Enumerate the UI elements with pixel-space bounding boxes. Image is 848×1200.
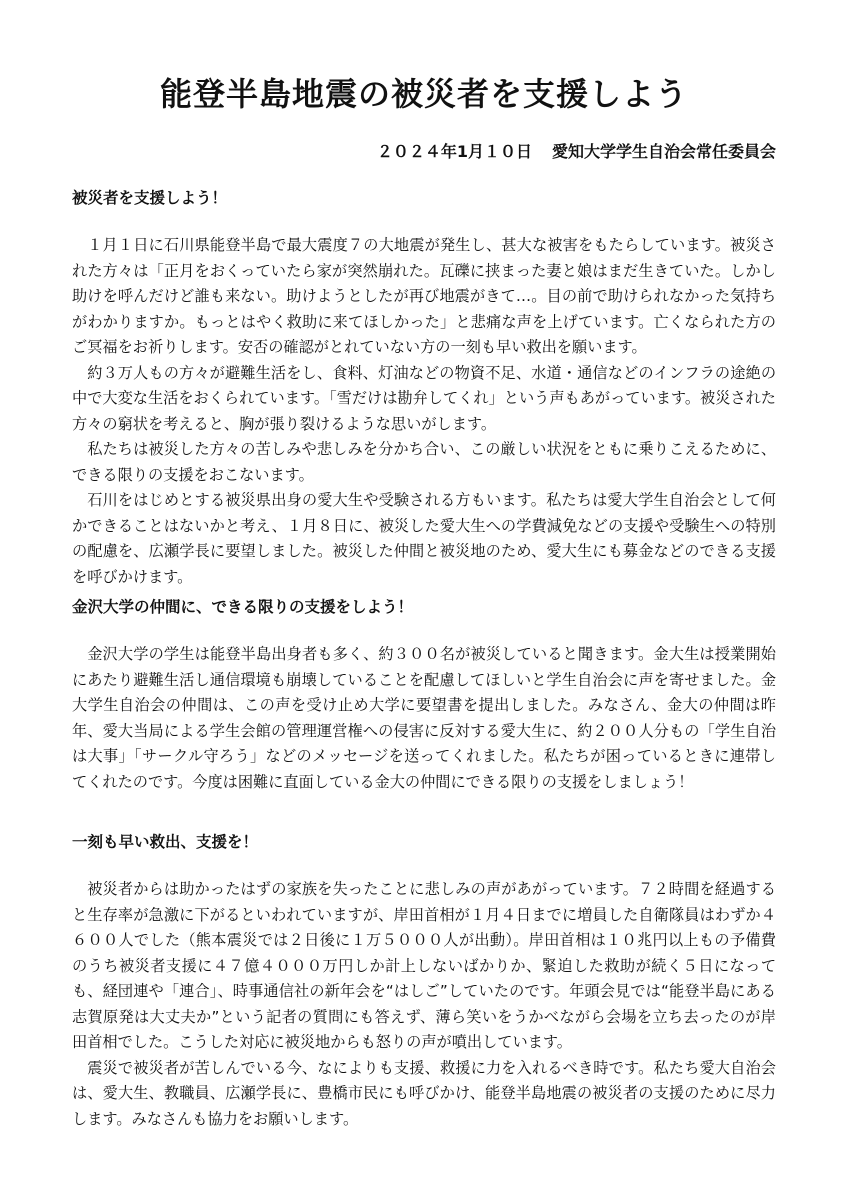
paragraph: 被災者からは助かったはずの家族を失ったことに悲しみの声があがっています。７２時間を経過すると生存率が急激に下がるといわれていますが、岸田首相が１月４日までに増員した自衛隊員はわずか４６００人でした（熊本震災では２日後に１万５０００人が出動）。岸田首相は１０兆円以上もの予備費のうち被災者支援に４７億４０００万円しか計上しないばかりか、緊迫した救助が続く５日になっても、経団連や「連合」、時事通信社の新年会を“はしご”していたのです。年頭会見では“能登半島にある志賀原発は大丈夫か”という記者の質問にも答えず、薄ら笑いをうかべながら会場を立ち去ったのが岸田首相でした。こうした対応に被災地からも怒りの声が噴出しています。 [72, 880, 776, 1051]
section-body-rescue [72, 877, 776, 1132]
issuer-name: 愛知大学学生自治会常任委員会 [551, 142, 776, 161]
page-title: 能登半島地震の被災者を支援しよう [159, 75, 688, 113]
issue-date: ２０２４年1月１０日 [376, 142, 532, 161]
section-heading-rescue: 一刻も早い救出、支援を！ [72, 833, 259, 851]
paragraph: 震災で被災者が苦しんでいる今、なによりも支援、救援に力を入れるべき時です。私たち愛大自治会は、愛大生、教職員、広瀬学長に、豊橋市民にも呼びかけ、能登半島地震の被災者の支援のために尽力します。みなさんも協力をお願いします。 [72, 1058, 776, 1128]
paragraph: １月１日に石川県能登半島で最大震度７の大地震が発生し、甚大な被害をもたらしています。被災された方々は「正月をおくっていたら家が突然崩れた。瓦礫に挟まった妻と娘はまだ生きていた。しかし助けを呼んだけど誰も来ない。助けようとしたが再び地震がきて…。目の前で助けられなかった気持ちがわかりますか。もっとはやく救助に来てほしかった」と悲痛な声を上げています。亡くなられた方のご冥福をお祈りします。安否の確認がとれていない方の一刻も早い救出を願います。 [72, 236, 777, 356]
paragraph: 金沢大学の学生は能登半島出身者も多く、約３００名が被災していると聞きます。金大生は授業開始にあたり避難生活し通信環境も崩壊していることを配慮してほしいと学生自治会に声を寄せました。金大学生自治会の仲間は、この声を受け止め大学に要望書を提出しました。みなさん、金大の仲間は昨年、愛大当局による学生会館の管理運営権への侵害に反対する愛大生に、約２００人分もの「学生自治は大事」「サークル守ろう」などのメッセージを送ってくれました。私たちが困っているときに連帯してくれたのです。今度は困難に直面している金大の仲間にできる限りの支援をしましょう！ [72, 645, 777, 791]
section-body-kanazawa-university [72, 642, 776, 795]
section-heading-kanazawa-university: 金沢大学の仲間に、できる限りの支援をしよう！ [72, 598, 414, 616]
paragraph: 約３万人もの方々が避難生活をし、食料、灯油などの物資不足、水道・通信などのインフラの途絶の中で大変な生活をおくられています。「雪だけは勘弁してくれ」という声もあがっています。被災された方々の窮状を考えると、胸が張り裂けるような思いがします。 [72, 363, 776, 433]
paragraph: 石川をはじめとする被災県出身の愛大生や受験される方もいます。私たちは愛大学生自治会として何かできることはないかと考え、１月８日に、被災した愛大生への学費減免などの支援や受験生への特別の配慮を、広瀬学長に要望しました。被災した仲間と被災地のため、愛大生にも募金などのできる支援を呼びかけます。 [72, 491, 776, 586]
section-heading-support-victims: 被災者を支援しよう！ [72, 189, 228, 207]
paragraph: 私たちは被災した方々の苦しみや悲しみを分かち合い、この厳しい状況をともに乗りこえるために、できる限りの支援をおこないます。 [72, 440, 776, 484]
section-body-support-victims [72, 233, 776, 590]
dateline [377, 140, 776, 164]
